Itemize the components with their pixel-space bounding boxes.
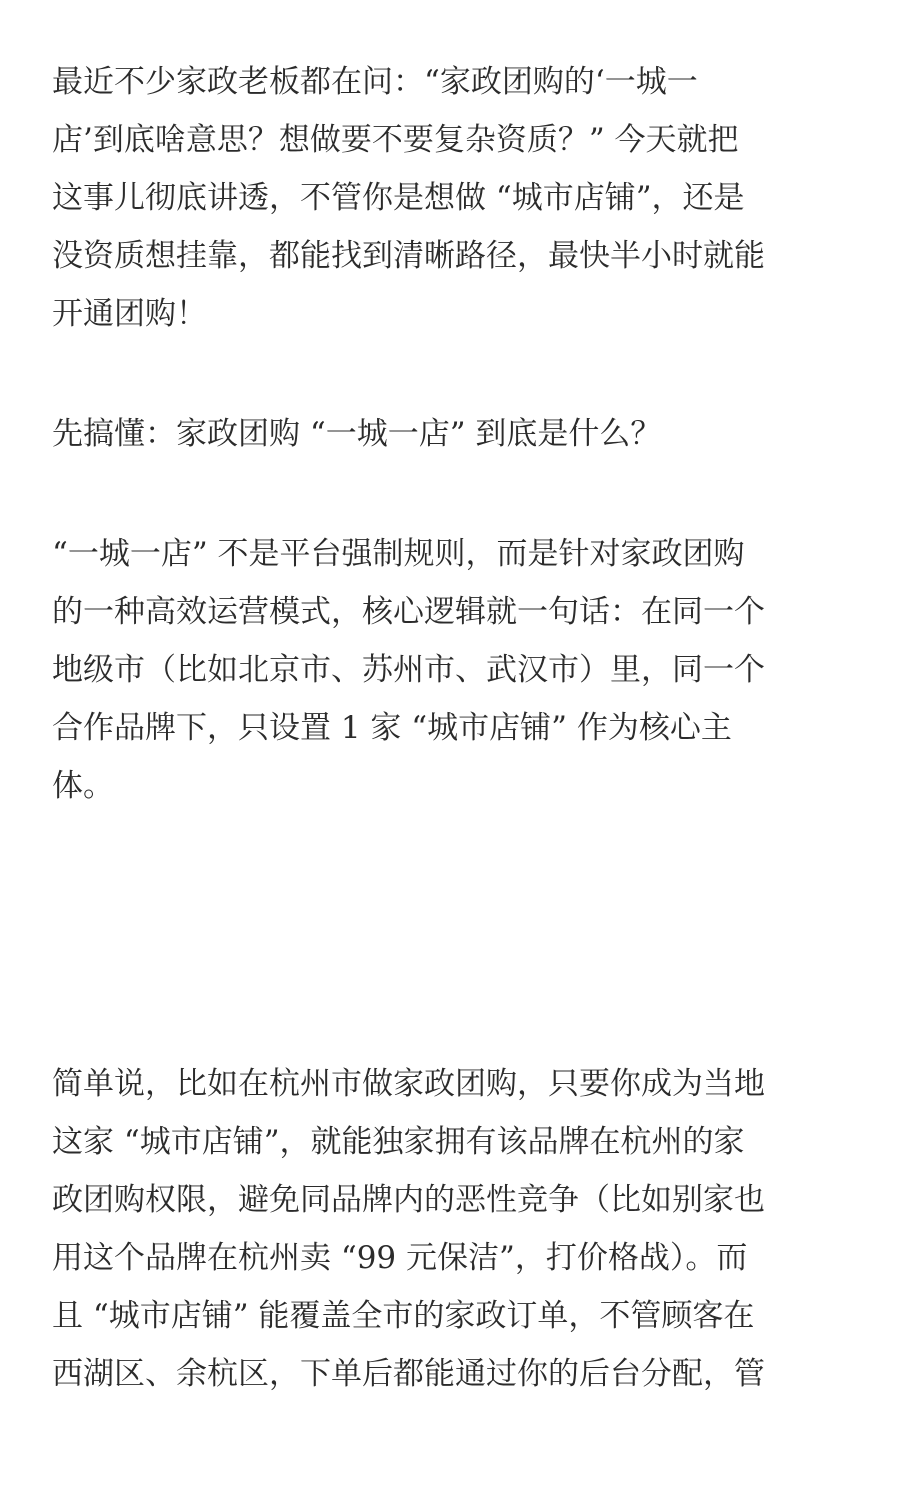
explanation-line: 简单说，比如在杭州市做家政团购，只要你成为当地 <box>52 1066 765 1102</box>
intro-line: 开通团购！ <box>52 296 207 332</box>
intro-line: 店’到底啥意思？想做要不要复杂资质？” 今天就把 <box>52 122 739 158</box>
explanation-line: 且 “城市店铺” 能覆盖全市的家政订单，不管顾客在 <box>52 1298 755 1334</box>
explanation-line: 用这个品牌在杭州卖 “99 元保洁”，打价格战）。而 <box>52 1240 748 1276</box>
intro-line: 没资质想挂靠，都能找到清晰路径，最快半小时就能 <box>52 238 765 274</box>
definition-line: 地级市（比如北京市、苏州市、武汉市）里，同一个 <box>52 652 765 688</box>
definition-line: 的一种高效运营模式，核心逻辑就一句话：在同一个 <box>52 594 765 630</box>
definition-line: 合作品牌下，只设置 1 家 “城市店铺” 作为核心主 <box>52 710 732 746</box>
explanation-line: 政团购权限，避免同品牌内的恶性竞争（比如别家也 <box>52 1182 765 1218</box>
intro-line: 最近不少家政老板都在问：“家政团购的‘一城一 <box>52 64 698 100</box>
definition-line: 体。 <box>52 768 114 804</box>
intro-line: 这事儿彻底讲透，不管你是想做 “城市店铺”，还是 <box>52 180 745 216</box>
definition-line: “一城一店” 不是平台强制规则，而是针对家政团购 <box>52 536 745 572</box>
explanation-line: 西湖区、余杭区，下单后都能通过你的后台分配，管 <box>52 1356 765 1392</box>
section-heading-text: 先搞懂：家政团购 “一城一店” 到底是什么？ <box>52 416 662 452</box>
explanation-line: 这家 “城市店铺”，就能独家拥有该品牌在杭州的家 <box>52 1124 745 1160</box>
